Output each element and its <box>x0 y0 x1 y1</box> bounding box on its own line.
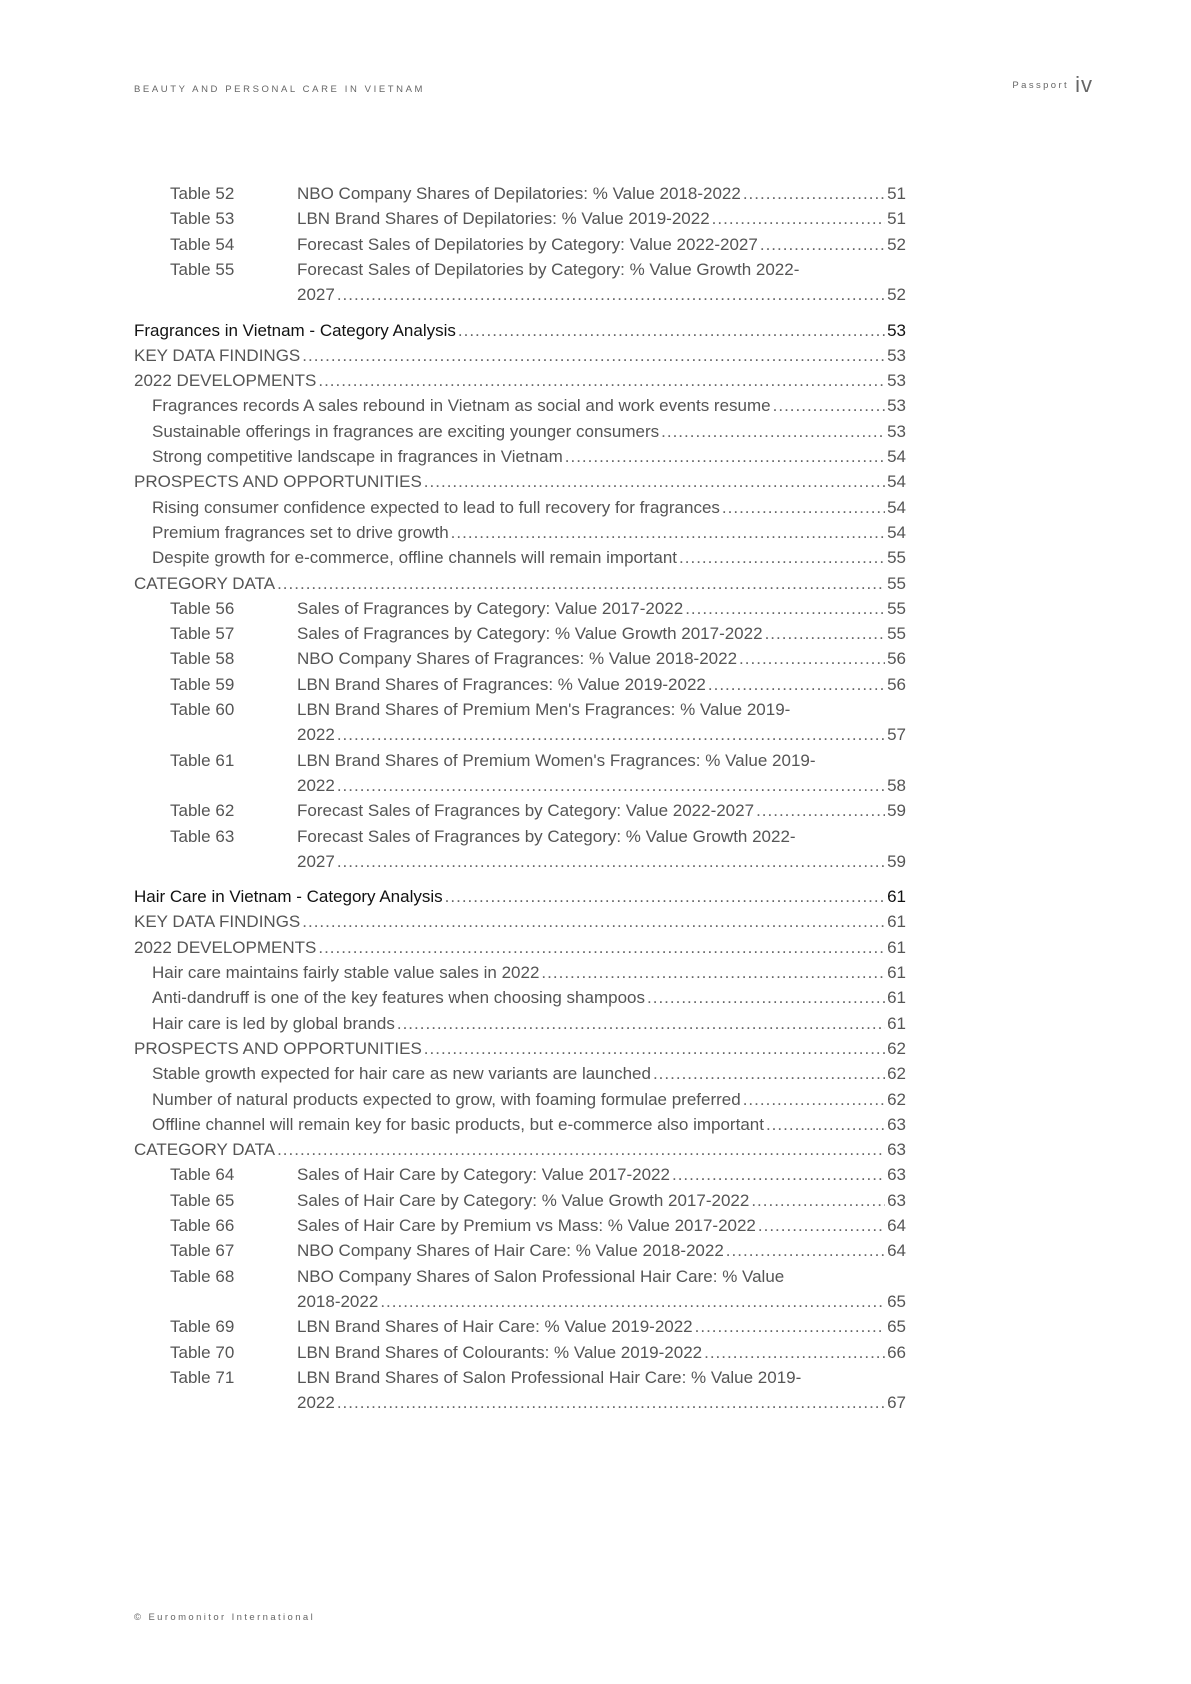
toc-entry-text: 2022 DEVELOPMENTS <box>134 371 317 391</box>
dot-leader <box>318 370 885 392</box>
toc-entry-text: Sales of Hair Care by Premium vs Mass: % Value 2017-2022 <box>297 1216 756 1235</box>
toc-subsection-entry[interactable] <box>152 446 906 468</box>
toc-entry-text: Offline channel will remain key for basic products, but e-commerce also important <box>152 1114 764 1134</box>
toc-entry-text: 2022 DEVELOPMENTS <box>134 937 317 957</box>
dot-leader <box>712 208 885 230</box>
toc-page-number: 53 <box>887 396 906 416</box>
dot-leader <box>647 987 885 1009</box>
toc-entry-text: LBN Brand Shares of Hair Care: % Value 2019-2022 <box>297 1317 693 1337</box>
toc-page-number: 53 <box>887 345 906 365</box>
toc-page-number: 63 <box>887 1165 906 1185</box>
toc-page-number: 61 <box>887 988 906 1008</box>
toc-table-entry[interactable] <box>297 800 906 822</box>
toc-page-number: 63 <box>887 1114 906 1134</box>
toc-subsection-entry[interactable] <box>152 1013 906 1035</box>
toc-table-entry[interactable] <box>297 1392 906 1414</box>
toc-page-number: 54 <box>887 497 906 517</box>
toc-section-entry[interactable] <box>134 911 906 933</box>
toc-entry-text: LBN Brand Shares of Colourants: % Value 2019-2022 <box>297 1342 703 1362</box>
toc-subsection-entry[interactable] <box>152 1063 906 1085</box>
dot-leader <box>726 1240 885 1262</box>
toc-entry-text: Stable growth expected for hair care as new variants are launched <box>152 1064 651 1084</box>
toc-page-number: 55 <box>887 624 906 644</box>
toc-table-entry[interactable] <box>297 208 906 230</box>
toc-table-title[interactable]: LBN Brand Shares of Premium Women's Fragrances: % Value 2019- <box>297 750 816 770</box>
toc-table-label: Table 55 <box>170 259 235 279</box>
toc-entry-text: Fragrances in Vietnam - Category Analysis <box>134 320 456 340</box>
toc-category-heading[interactable] <box>134 320 906 342</box>
toc-table-title[interactable]: LBN Brand Shares of Salon Professional Hair Care: % Value 2019- <box>297 1367 802 1387</box>
toc-entry-text: Sales of Fragrances by Category: % Value Growth 2017-2022 <box>297 624 763 644</box>
toc-entry-text: KEY DATA FINDINGS <box>134 912 301 932</box>
toc-entry-text: 2022 <box>297 1393 335 1413</box>
toc-table-title[interactable]: Forecast Sales of Fragrances by Category: % Value Growth 2022- <box>297 826 796 846</box>
dot-leader <box>337 724 885 746</box>
toc-table-entry[interactable] <box>297 598 906 620</box>
toc-section-entry[interactable] <box>134 370 906 392</box>
dot-leader <box>380 1291 885 1313</box>
dot-leader <box>541 962 885 984</box>
toc-category-heading[interactable] <box>134 886 906 908</box>
toc-table-entry[interactable] <box>297 1215 906 1237</box>
toc-page-number: 52 <box>887 285 906 305</box>
toc-subsection-entry[interactable] <box>152 987 906 1009</box>
dot-leader <box>760 234 885 256</box>
toc-entry-text: Despite growth for e-commerce, offline channels will remain important <box>152 548 678 568</box>
toc-page-number: 54 <box>887 522 906 542</box>
dot-leader <box>765 623 886 645</box>
toc-page-number: 51 <box>887 184 906 203</box>
toc-page-number: 53 <box>887 320 906 340</box>
toc-section-entry[interactable] <box>134 573 906 595</box>
dot-leader <box>758 1215 885 1237</box>
toc-table-label: Table 53 <box>170 209 235 229</box>
toc-page-number: 64 <box>887 1216 906 1235</box>
dot-leader <box>722 497 885 519</box>
toc-entry-text: Hair Care in Vietnam - Category Analysis <box>134 887 443 907</box>
toc-section-entry[interactable] <box>134 471 906 493</box>
toc-page-number: 61 <box>887 1013 906 1033</box>
toc-table-label: Table 54 <box>170 234 235 254</box>
dot-leader <box>318 937 885 959</box>
dot-leader <box>302 911 885 933</box>
toc-page-number: 65 <box>887 1317 906 1337</box>
toc-entry-text: 2027 <box>297 285 335 305</box>
toc-table-entry[interactable] <box>297 1190 906 1212</box>
toc-subsection-entry[interactable] <box>152 421 906 443</box>
dot-leader <box>451 522 885 544</box>
toc-entry-text: NBO Company Shares of Fragrances: % Value 2018-2022 <box>297 649 738 669</box>
toc-subsection-entry[interactable] <box>152 395 906 417</box>
dot-leader <box>424 1038 885 1060</box>
toc-section-entry[interactable] <box>134 937 906 959</box>
toc-entry-text: Hair care maintains fairly stable value sales in 2022 <box>152 963 540 982</box>
dot-leader <box>766 1114 885 1136</box>
toc-table-label: Table 58 <box>170 649 235 669</box>
toc-page-number: 66 <box>887 1342 906 1362</box>
toc-table-label: Table 71 <box>170 1367 235 1387</box>
toc-entry-text: Sales of Fragrances by Category: Value 2017-2022 <box>297 598 684 618</box>
dot-leader <box>661 421 885 443</box>
running-header-right <box>1012 72 1093 98</box>
toc-entry-text: Rising consumer confidence expected to lead to full recovery for fragrances <box>152 497 720 517</box>
toc-table-entry[interactable] <box>297 775 906 797</box>
toc-subsection-entry[interactable] <box>152 522 906 544</box>
toc-subsection-entry[interactable] <box>152 1114 906 1136</box>
toc-table-label: Table 68 <box>170 1266 235 1286</box>
dot-leader <box>672 1164 885 1186</box>
dot-leader <box>445 886 885 908</box>
toc-entry-text: Strong competitive landscape in fragrances in Vietnam <box>152 447 563 466</box>
toc-entry-text: Sales of Hair Care by Category: Value 2017-2022 <box>297 1165 670 1185</box>
toc-entry-text: LBN Brand Shares of Fragrances: % Value 2019-2022 <box>297 674 706 694</box>
toc-page-number: 53 <box>887 421 906 441</box>
toc-entry-text: NBO Company Shares of Hair Care: % Value 2018-2022 <box>297 1241 724 1261</box>
toc-entry-text: Number of natural products expected to grow, with foaming formulae preferred <box>152 1089 741 1109</box>
toc-table-label: Table 63 <box>170 826 235 846</box>
toc-table-title[interactable]: Forecast Sales of Depilatories by Category: % Value Growth 2022- <box>297 259 800 279</box>
toc-page-number: 52 <box>887 234 906 254</box>
toc-table-title[interactable]: LBN Brand Shares of Premium Men's Fragrances: % Value 2019- <box>297 700 791 719</box>
dot-leader <box>695 1316 885 1338</box>
toc-page-number: 62 <box>887 1089 906 1109</box>
toc-section-entry[interactable] <box>134 345 906 367</box>
toc-subsection-entry[interactable] <box>152 962 906 984</box>
dot-leader <box>739 648 885 670</box>
running-header-title: BEAUTY AND PERSONAL CARE IN VIETNAM <box>134 84 426 95</box>
toc-subsection-entry[interactable] <box>152 1089 906 1111</box>
toc-page-number: 56 <box>887 674 906 694</box>
toc-entry-text: Hair care is led by global brands <box>152 1013 395 1033</box>
toc-entry-text: LBN Brand Shares of Depilatories: % Value 2019-2022 <box>297 209 710 229</box>
toc-page-number: 63 <box>887 1190 906 1210</box>
dot-leader <box>743 1089 885 1111</box>
toc-page-number: 55 <box>887 573 906 593</box>
toc-table-entry[interactable] <box>297 724 906 746</box>
toc-entry-text: 2022 <box>297 775 335 795</box>
toc-table-label: Table 69 <box>170 1317 235 1337</box>
toc-table-entry[interactable] <box>297 234 906 256</box>
dot-leader <box>424 471 885 493</box>
toc-table-label: Table 70 <box>170 1342 235 1362</box>
toc-page-number: 56 <box>887 649 906 669</box>
toc-table-label: Table 61 <box>170 750 235 770</box>
toc-page-number: 62 <box>887 1038 906 1058</box>
dot-leader <box>704 1342 885 1364</box>
toc-table-label: Table 66 <box>170 1216 235 1235</box>
toc-table-entry[interactable] <box>297 648 906 670</box>
toc-entry-text: Forecast Sales of Fragrances by Category: Value 2022-2027 <box>297 801 755 821</box>
toc-table-entry[interactable] <box>297 183 906 205</box>
toc-table-title[interactable]: NBO Company Shares of Salon Professional Hair Care: % Value <box>297 1266 785 1286</box>
toc-entry-text: Anti-dandruff is one of the key features when choosing shampoos <box>152 988 645 1008</box>
toc-table-label: Table 62 <box>170 801 235 821</box>
toc-page-number: 64 <box>887 1241 906 1261</box>
toc-table-label: Table 56 <box>170 598 235 618</box>
dot-leader <box>277 573 885 595</box>
toc-page-number: 61 <box>887 937 906 957</box>
toc-page-number: 54 <box>887 447 906 466</box>
toc-page-number: 51 <box>887 209 906 229</box>
toc-page-number: 53 <box>887 371 906 391</box>
toc-entry-text: CATEGORY DATA <box>134 573 276 593</box>
dot-leader <box>337 851 885 873</box>
toc-entry-text: NBO Company Shares of Depilatories: % Value 2018-2022 <box>297 184 741 203</box>
toc-page-number: 55 <box>887 598 906 618</box>
toc-entry-text: Sustainable offerings in fragrances are exciting younger consumers <box>152 421 660 441</box>
toc-page-number: 55 <box>887 548 906 568</box>
dot-leader <box>685 598 885 620</box>
toc-table-label: Table 64 <box>170 1165 235 1185</box>
toc-entry-text: 2022 <box>297 725 335 745</box>
toc-page-number: 61 <box>887 912 906 932</box>
toc-table-entry[interactable] <box>297 674 906 696</box>
dot-leader <box>756 800 885 822</box>
dot-leader <box>397 1013 885 1035</box>
footer-copyright: © Euromonitor International <box>134 1612 316 1623</box>
dot-leader <box>708 674 885 696</box>
toc-entry-text: Fragrances records A sales rebound in Vietnam as social and work events resume <box>152 396 771 416</box>
dot-leader <box>679 547 885 569</box>
toc-subsection-entry[interactable] <box>152 547 906 569</box>
dot-leader <box>565 446 885 468</box>
toc-table-label: Table 52 <box>170 184 235 203</box>
toc-table-label: Table 65 <box>170 1190 235 1210</box>
toc-table-entry[interactable] <box>297 1342 906 1364</box>
toc-entry-text: Premium fragrances set to drive growth <box>152 522 449 542</box>
toc-entry-text: KEY DATA FINDINGS <box>134 345 301 365</box>
toc-page-number: 59 <box>887 801 906 821</box>
toc-page-number: 62 <box>887 1064 906 1084</box>
toc-table-entry[interactable] <box>297 1240 906 1262</box>
toc-table-label: Table 59 <box>170 674 235 694</box>
dot-leader <box>751 1190 885 1212</box>
dot-leader <box>653 1063 885 1085</box>
toc-table-label: Table 57 <box>170 624 235 644</box>
toc-page-number: 61 <box>887 963 906 982</box>
dot-leader <box>458 320 885 342</box>
toc-entry-text: Forecast Sales of Depilatories by Category: Value 2022-2027 <box>297 234 758 254</box>
toc-table-entry[interactable] <box>297 284 906 306</box>
dot-leader <box>337 1392 885 1414</box>
toc-entry-text: 2027 <box>297 851 335 871</box>
toc-table-entry[interactable] <box>297 623 906 645</box>
toc-entry-text: Sales of Hair Care by Category: % Value Growth 2017-2022 <box>297 1190 750 1210</box>
toc-entry-text: 2018-2022 <box>297 1291 379 1311</box>
toc-page-number: 63 <box>887 1140 906 1160</box>
toc-page-number: 59 <box>887 851 906 871</box>
dot-leader <box>743 183 885 205</box>
toc-table-label: Table 67 <box>170 1241 235 1261</box>
toc-page-number: 57 <box>887 725 906 745</box>
toc-section-entry[interactable] <box>134 1038 906 1060</box>
toc-table-entry[interactable] <box>297 1291 906 1313</box>
toc-table-entry[interactable] <box>297 1164 906 1186</box>
toc-section-entry[interactable] <box>134 1139 906 1161</box>
passport-label: Passport <box>1012 80 1070 91</box>
dot-leader <box>277 1139 885 1161</box>
toc-entry-text: PROSPECTS AND OPPORTUNITIES <box>134 472 422 492</box>
toc-entry-text: PROSPECTS AND OPPORTUNITIES <box>134 1038 422 1058</box>
toc-subsection-entry[interactable] <box>152 497 906 519</box>
toc-page-number: 65 <box>887 1291 906 1311</box>
dot-leader <box>337 775 885 797</box>
dot-leader <box>773 395 885 417</box>
toc-table-entry[interactable] <box>297 1316 906 1338</box>
page-number: iv <box>1075 72 1093 97</box>
dot-leader <box>337 284 885 306</box>
toc-page-number: 54 <box>887 472 906 492</box>
toc-table-label: Table 60 <box>170 700 235 719</box>
toc-page-number: 58 <box>887 775 906 795</box>
toc-table-entry[interactable] <box>297 851 906 873</box>
toc-entry-text: CATEGORY DATA <box>134 1140 276 1160</box>
dot-leader <box>302 345 885 367</box>
toc-page-number: 61 <box>887 887 906 907</box>
toc-page-number: 67 <box>887 1393 906 1413</box>
